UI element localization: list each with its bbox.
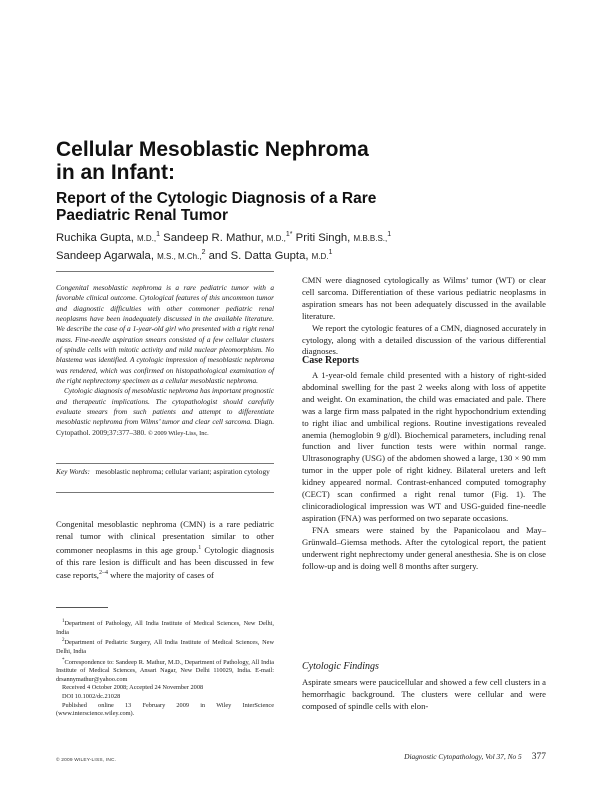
author-name: Ruchika Gupta,: [56, 231, 134, 244]
footnote-affiliation-1: [56, 618, 274, 637]
author-list: [56, 228, 556, 264]
author-name: Sandeep R. Mathur,: [163, 231, 264, 244]
abstract: [56, 283, 274, 439]
intro-text-c: where the majority of cases of: [107, 570, 214, 581]
author-degree: M.S., M.Ch.,: [157, 251, 202, 261]
author-affiliation: 1*: [285, 231, 293, 238]
footnote-correspondence: [56, 657, 274, 685]
author-affiliation: 2: [201, 248, 206, 256]
footnote-mark: 2: [62, 638, 65, 644]
subtitle-line-1: Report of the Cytologic Diagnosis of a Rare: [56, 190, 377, 207]
case-reports-text: [302, 370, 546, 572]
footnote-text: Correspondence to: Sandeep R. Mathur, M.D., Department of Pathology, All India Institute of Medical Sciences, Ansari Nagar, New Delhi 110029, India. E-mail: drsannymathur@yahoo.com: [56, 658, 274, 683]
journal-footer: [382, 752, 546, 762]
footnote-text: Department of Pediatric Surgery, All India Institute of Medical Sciences, New Delhi, India: [56, 639, 274, 655]
keywords-label: Key Words:: [56, 467, 90, 476]
abstract-paragraph-2-text: Cytologic diagnosis of mesoblastic nephroma has important prognostic and therapeutic implications. The cytopathologist should carefully evaluate smears from such patients and attempt to differentiate mesoblastic nephroma from Wilms’ tumor and clear cell sarcoma.: [56, 386, 274, 427]
title-line-1: Cellular Mesoblastic Nephroma: [56, 138, 369, 161]
case-paragraph-1: A 1-year-old female child presented with a history of right-sided abdominal swelling for the past 2 weeks along with loss of appetite and weight. On examination, the child was emaciated and pale. There was a large firm mass palpated in the right hypochondrium extending to right iliac and umbilical regions. Routine investigations revealed anemia (hemoglobin 9 g/dl). Biochemical parameters, including renal function and liver function tests were within normal range. Ultrasonography (USG) of the abdomen showed a large, 130 × 90 mm tumor in the upper pole of right kidney. Bilateral ureters and left kidney appeared normal. Contrast-enhanced computed tomography (CECT) scan confirmed a right renal tumor (Fig. 1). The clinicoradiological impression was WT and USG-guided fine-needle aspiration (FNA) was performed on two separate occasions.: [302, 370, 546, 523]
introduction-text: [56, 519, 274, 582]
copyright-footer: © 2009 WILEY-LISS, INC.: [56, 758, 117, 763]
author-degree: M.D.,: [266, 233, 286, 243]
cytologic-findings-text: [302, 677, 546, 713]
author-affiliation: 1: [387, 231, 392, 238]
abstract-paragraph-2: [56, 386, 274, 439]
author-name: Priti Singh,: [295, 231, 351, 244]
right-paragraph-1: CMN were diagnosed cytologically as Wilms’ tumor (WT) or clear cell sarcoma. Differentiation of these various pediatric neoplasms in aspiration smears has not been adequately discussed in the available literature.: [302, 275, 546, 321]
author-name: S. Datta Gupta,: [230, 249, 309, 262]
footnotes: [56, 618, 274, 719]
footnote-text: Department of Pathology, All India Institute of Medical Sciences, New Delhi, India: [56, 620, 274, 636]
footnote-doi: DOI 10.1002/dc.21028: [62, 693, 121, 701]
page-number: 377: [531, 752, 546, 762]
abstract-paragraph-1: Congenital mesoblastic nephroma is a rare pediatric tumor with a favorable clinical outcome. Cytological features of this uncommon tumor and diagnostic difficulties with other commoner pediatric renal neoplasms have been inadequately discussed in the available literature. We describe the case of a 1-year-old girl who presented with a right renal mass. Fine-needle aspiration smears consisted of a few cellular clusters of spindle cells with mitotic activity and mild nuclear pleomorphism. No blastema was identified. A cytologic impression of mesoblastic nephroma was rendered, which was confirmed on histopathological examination of the right nephrectomy specimen as a cellular mesoblastic nephroma.: [56, 283, 274, 386]
keywords-bottom-rule: [56, 492, 274, 493]
subtitle-line-2: Paediatric Renal Tumor: [56, 207, 228, 224]
journal-name: Diagnostic Cytopathology, Vol 37, No 5: [404, 752, 522, 761]
abstract-top-rule: [56, 271, 274, 272]
case-paragraph-2: FNA smears were stained by the Papanicolaou and May–Grünwald–Giemsa methods. After the cytological report, the patient underwent right nephrectomy under general anesthesia. She is on close follow-up and is doing well 8 months after surgery.: [302, 524, 546, 571]
footnote-mark: *: [62, 657, 65, 663]
abstract-copyright: © 2009 Wiley-Liss, Inc.: [147, 429, 209, 437]
article-subtitle: [56, 190, 556, 224]
footnote-published: Published online 13 February 2009 in Wiley InterScience (www.interscience.wiley.com).: [56, 701, 274, 718]
intro-ref-1: 1: [198, 544, 202, 551]
author-affiliation: 1: [156, 231, 161, 238]
keywords-top-rule: [56, 463, 274, 464]
author-line-1: [56, 228, 556, 246]
abstract-citation: Diagn. Cytopathol. 2009;37:377–380.: [56, 417, 274, 437]
case-reports-heading: Case Reports: [302, 355, 359, 366]
footnote-rule: [56, 607, 108, 608]
author-line-2: [56, 246, 556, 264]
footnote-affiliation-2: [56, 637, 274, 656]
author-name: Sandeep Agarwala,: [56, 249, 154, 262]
intro-text-a: Congenital mesoblastic nephroma (CMN) is a rare pediatric renal tumor with clinical presentation similar to other commoner neoplasms in this age group.: [56, 519, 274, 555]
author-degree: M.D.: [311, 251, 329, 261]
right-paragraph-2: We report the cytologic features of a CMN, diagnosed accurately in cytology, along with a detailed discussion of the various differential diagnoses.: [302, 322, 546, 357]
intro-text-b: Cytologic diagnosis of this rare lesion is difficult and has been discussed in few case reports,: [56, 544, 274, 581]
author-affiliation: 1: [328, 248, 333, 256]
right-column-intro: [302, 275, 546, 358]
intro-paragraph: [56, 519, 274, 582]
author-degree: M.B.B.S.,: [353, 233, 388, 243]
footnote-received: Received 4 October 2008; Accepted 24 November 2008: [62, 684, 204, 692]
cyto-paragraph-1: Aspirate smears were paucicellular and showed a few cell clusters in a hemorrhagic background. The clusters were cellular and were composed of spindle cells with elon-: [302, 677, 546, 711]
intro-ref-2: 2–4: [98, 570, 108, 577]
keywords-text: mesoblastic nephroma; cellular variant; aspiration cytology: [95, 467, 270, 476]
cytologic-findings-heading: Cytologic Findings: [302, 661, 379, 672]
author-degree: M.D.,: [137, 233, 157, 243]
author-conjunction: and: [208, 249, 228, 262]
article-title: [56, 138, 556, 184]
title-line-2: in an Infant:: [56, 161, 175, 184]
footnote-mark: 1: [62, 619, 65, 624]
keywords: [56, 467, 274, 477]
